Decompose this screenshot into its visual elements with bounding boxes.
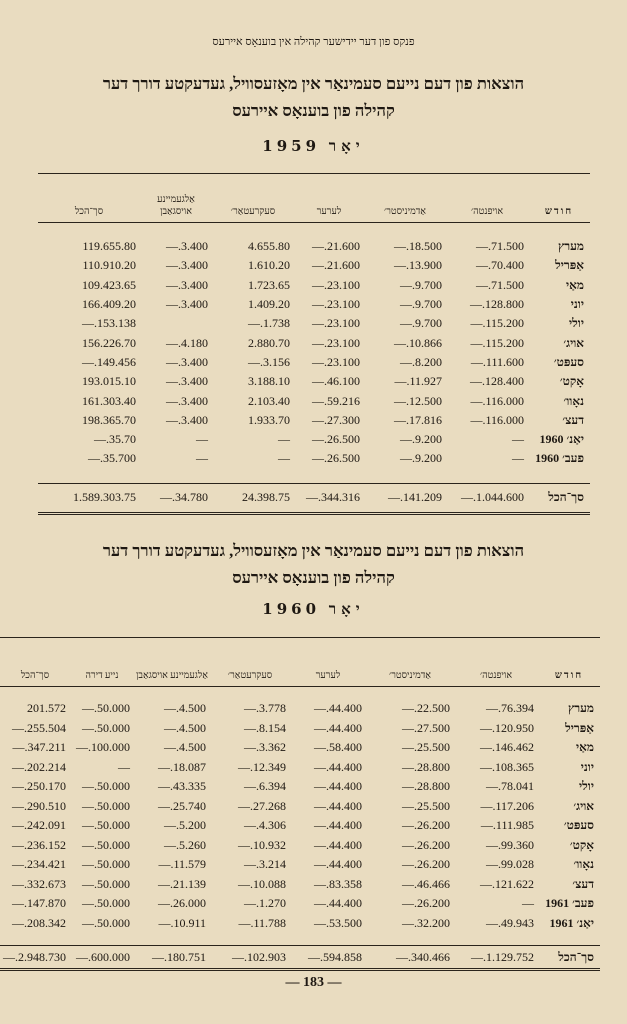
table-row [0, 855, 600, 875]
table-cell: 202.214.— [12, 759, 66, 774]
table-cell: 110.910.20 [82, 258, 136, 273]
table-cell: 17.816.— [394, 412, 442, 427]
month-cell: יוני [570, 297, 584, 312]
table-cell: 50.000.— [82, 779, 130, 794]
table-cell: 50.000.— [82, 915, 130, 930]
table-row [38, 372, 590, 391]
table-cell: — [522, 896, 534, 911]
table-cell: 25.500.— [402, 798, 450, 813]
column-header: אויפנטה׳ [479, 671, 513, 681]
table-row [38, 391, 590, 410]
month-cell: דעצ׳ [562, 412, 584, 427]
table-cell: — [512, 451, 524, 466]
column-header: לערער [315, 671, 341, 681]
total-cell: 340.466.— [366, 946, 454, 970]
section-2-title-line-2: קהילה פון בוענאָס איירעס [232, 568, 395, 587]
table-row [38, 237, 590, 256]
table-cell: 50.000.— [82, 701, 130, 716]
table-cell: 3.214.— [244, 857, 286, 872]
table-cell: 1.933.70 [248, 412, 290, 427]
table-row [38, 295, 590, 314]
table-cell: 23.100.— [312, 277, 360, 292]
section-2-year [0, 600, 627, 619]
table-cell: 3.400.— [166, 393, 208, 408]
table-cell: 18.087.— [158, 759, 206, 774]
table-cell: 2.880.70 [248, 335, 290, 350]
table-cell: 10.911.— [158, 915, 206, 930]
table-row [0, 738, 600, 758]
table-cell: 156.226.70 [82, 335, 136, 350]
total-cell: 600.000.— [70, 946, 134, 970]
table-cell: 201.572 [27, 701, 66, 716]
year-word: יאָר [328, 139, 365, 155]
table-cell: — [196, 432, 208, 447]
table-cell [140, 314, 212, 333]
total-cell: 1.589.303.75 [38, 483, 140, 513]
total-cell: 594.858.— [290, 946, 366, 970]
table-cell: 26.200.— [402, 857, 450, 872]
month-cell: נאָוו׳ [563, 393, 584, 408]
table-cell: 193.015.10 [82, 374, 136, 389]
table-cell: — [278, 432, 290, 447]
month-cell: יולי [579, 779, 594, 794]
month-cell: נאָוו׳ [573, 857, 594, 872]
table-cell: 50.000.— [82, 896, 130, 911]
table-cell: 23.100.— [312, 354, 360, 369]
year-number: 1960 [262, 600, 321, 618]
table-cell: 153.138.— [82, 316, 136, 331]
month-cell: סעפּט׳ [563, 818, 594, 833]
table-cell: 44.400.— [314, 720, 362, 735]
table-cell: 147.870.— [12, 896, 66, 911]
table-cell: 255.504.— [12, 720, 66, 735]
table-cell: 3.778.— [244, 701, 286, 716]
table-cell: 70.400.— [476, 258, 524, 273]
table-cell: 9.700.— [400, 297, 442, 312]
table-cell: 46.100.— [312, 374, 360, 389]
expenses-table-1960 [0, 637, 600, 971]
section-1-year [0, 137, 627, 156]
total-cell: 1.129.752.— [454, 946, 538, 970]
table-cell: 250.170.— [12, 779, 66, 794]
table-cell: 1.738.— [248, 316, 290, 331]
section-1-title [30, 70, 597, 124]
table-row [38, 256, 590, 275]
table-cell: 161.303.40 [82, 393, 136, 408]
table-cell: 242.091.— [12, 818, 66, 833]
table-row [0, 836, 600, 856]
table-cell: 28.800.— [402, 759, 450, 774]
table-cell: 9.200.— [400, 432, 442, 447]
table-cell: 44.400.— [314, 837, 362, 852]
table-cell: 26.200.— [402, 896, 450, 911]
table-cell: 71.500.— [476, 239, 524, 254]
table-cell: 50.000.— [82, 876, 130, 891]
table-row [0, 816, 600, 836]
table-cell: 6.394.— [244, 779, 286, 794]
table-row [0, 894, 600, 914]
table-cell: 22.500.— [402, 701, 450, 716]
table-cell: 120.950.— [480, 720, 534, 735]
table-cell: 21.139.— [158, 876, 206, 891]
column-header: חודש [554, 670, 584, 681]
table-cell: 4.180.— [166, 335, 208, 350]
column-header: סך־הכל [74, 207, 104, 217]
table-row [38, 411, 590, 430]
year-number: 1959 [262, 137, 321, 155]
table-cell: 50.000.— [82, 837, 130, 852]
total-cell: 34.780.— [140, 483, 212, 513]
table-cell: 46.466.— [402, 876, 450, 891]
table-cell: 290.510.— [12, 798, 66, 813]
month-cell: אויג׳ [563, 335, 584, 350]
table-row [38, 314, 590, 333]
table-cell: 3.188.10 [248, 374, 290, 389]
table-cell: 76.394.— [486, 701, 534, 716]
table-cell: 4.500.— [164, 740, 206, 755]
total-row [38, 483, 590, 513]
table-cell: 3.400.— [166, 297, 208, 312]
total-label: סך־הכל [528, 483, 590, 513]
table-cell: 11.579.— [158, 857, 206, 872]
month-cell: אָקט׳ [569, 837, 594, 852]
table-cell: 116.000.— [470, 393, 524, 408]
total-cell: 344.316.— [294, 483, 364, 513]
month-cell: סעפּט׳ [553, 354, 584, 369]
table-cell: 3.400.— [166, 412, 208, 427]
table-cell: 49.943.— [486, 915, 534, 930]
month-cell: אָקט׳ [559, 374, 584, 389]
month-cell: יוני [580, 759, 594, 774]
section-2-title-line-1: הוצאות פון דעם נייעם סעמינאַר אין מאָזעסוויל, געדעקטע דורך דער [102, 541, 525, 560]
table-cell: 11.788.— [238, 915, 286, 930]
month-cell: מערץ [567, 701, 594, 716]
table-cell: 4.500.— [164, 701, 206, 716]
table-cell: 3.362.— [244, 740, 286, 755]
total-cell: 24.398.75 [212, 483, 294, 513]
table-cell: 26.200.— [402, 818, 450, 833]
total-cell: 102.903.— [210, 946, 290, 970]
column-header: אַדמיניסטר׳ [384, 207, 426, 217]
table-cell: 3.400.— [166, 354, 208, 369]
table-cell: 10.088.— [238, 876, 286, 891]
table-cell: 115.200.— [470, 316, 524, 331]
table-cell: 236.152.— [12, 837, 66, 852]
table-cell: — [278, 451, 290, 466]
table-cell: 21.600.— [312, 258, 360, 273]
year-word: יאָר [328, 602, 365, 618]
table-cell: 25.740.— [158, 798, 206, 813]
month-cell: אַפּריל [565, 720, 594, 735]
table-cell: 44.400.— [314, 701, 362, 716]
table-cell: 58.400.— [314, 740, 362, 755]
table-cell: 1.409.20 [248, 297, 290, 312]
total-row [0, 946, 600, 970]
section-1-title-line-2: קהילה פון בוענאָס איירעס [232, 101, 395, 120]
table-cell: 99.360.— [486, 837, 534, 852]
table-cell: 100.000.— [76, 740, 130, 755]
table-cell: 35.70.— [94, 432, 136, 447]
table-cell: 208.342.— [12, 915, 66, 930]
table-cell: 13.900.— [394, 258, 442, 273]
table-cell: 3.400.— [166, 374, 208, 389]
table-cell: 44.400.— [314, 818, 362, 833]
column-header: אַלגעמיינע אויסגאַבן [136, 671, 208, 681]
table-row [0, 758, 600, 778]
table-row [0, 777, 600, 797]
table-cell: 5.200.— [164, 818, 206, 833]
table-cell: 32.200.— [402, 915, 450, 930]
table-cell: 50.000.— [82, 720, 130, 735]
table-cell: 44.400.— [314, 857, 362, 872]
table-cell: — [512, 432, 524, 447]
table-cell: 3.156.— [248, 354, 290, 369]
table-cell: 78.041.— [486, 779, 534, 794]
table-cell: 18.500.— [394, 239, 442, 254]
total-cell: 2.948.730.— [0, 946, 70, 970]
table-cell: 3.400.— [166, 277, 208, 292]
table-cell: 27.300.— [312, 412, 360, 427]
table-cell: 59.216.— [312, 393, 360, 408]
table-cell: 25.500.— [402, 740, 450, 755]
table-cell: 128.400.— [470, 374, 524, 389]
table-cell: 50.000.— [82, 857, 130, 872]
section-2-title [30, 537, 597, 591]
table-cell: 26.000.— [158, 896, 206, 911]
table-cell: 8.200.— [400, 354, 442, 369]
table-cell: 4.306.— [244, 818, 286, 833]
table-cell: 9.200.— [400, 451, 442, 466]
total-cell: 1.044.600.— [446, 483, 528, 513]
table-cell: 4.500.— [164, 720, 206, 735]
table-cell: 121.622.— [480, 876, 534, 891]
table-row [38, 430, 590, 449]
month-cell: מאַי [576, 740, 594, 755]
table-row [0, 914, 600, 934]
table-cell: 1.270.— [244, 896, 286, 911]
table-row [38, 333, 590, 352]
column-header: אַלגעמיינע אויסגאַבן [157, 195, 195, 217]
column-header: אַדמיניסטר׳ [389, 671, 431, 681]
month-cell: מערץ [557, 239, 584, 254]
expenses-table-1959 [38, 173, 590, 515]
table-row [0, 699, 600, 719]
month-cell: מאַי [566, 277, 584, 292]
table-cell: 27.500.— [402, 720, 450, 735]
table-cell: 44.400.— [314, 896, 362, 911]
column-header: סעקרעטאַר׳ [230, 207, 276, 217]
table-cell: 1.610.20 [248, 258, 290, 273]
table-cell: 50.000.— [82, 818, 130, 833]
month-cell: יאַנ׳ 1960 [539, 432, 584, 447]
table-cell: 26.500.— [312, 432, 360, 447]
column-header: נייע דירה [85, 671, 119, 681]
month-cell: פעב׳ 1960 [535, 451, 584, 466]
table-cell: 119.655.80 [82, 239, 136, 254]
table-cell: 9.700.— [400, 316, 442, 331]
table-row [0, 875, 600, 895]
table-cell: 116.000.— [470, 412, 524, 427]
month-cell: יולי [569, 316, 584, 331]
table-row [0, 719, 600, 739]
table-cell: 332.673.— [12, 876, 66, 891]
table-cell: 23.100.— [312, 316, 360, 331]
table-cell: 1.723.65 [248, 277, 290, 292]
table-cell: 3.400.— [166, 258, 208, 273]
table-row [38, 449, 590, 468]
table-cell: 198.365.70 [82, 412, 136, 427]
column-header: חודש [544, 206, 574, 217]
table-cell: 111.600.— [470, 354, 524, 369]
table-cell: 10.866.— [394, 335, 442, 350]
table-cell: — [118, 759, 130, 774]
table-cell: 128.800.— [470, 297, 524, 312]
table-cell: 71.500.— [476, 277, 524, 292]
table-cell: 10.932.— [238, 837, 286, 852]
table-cell: 109.423.65 [82, 277, 136, 292]
table-cell: 166.409.20 [82, 297, 136, 312]
table-cell: 28.800.— [402, 779, 450, 794]
total-cell: 141.209.— [364, 483, 446, 513]
table-cell: 83.358.— [314, 876, 362, 891]
table-cell: 115.200.— [470, 335, 524, 350]
total-cell: 180.751.— [134, 946, 210, 970]
table-row [0, 797, 600, 817]
table-cell: 146.462.— [480, 740, 534, 755]
table-cell: 43.335.— [158, 779, 206, 794]
column-header: אויפנטה׳ [470, 207, 504, 217]
table-cell: 2.103.40 [248, 393, 290, 408]
table-cell: 44.400.— [314, 779, 362, 794]
total-label: סך־הכל [538, 946, 600, 970]
table-cell: 4.655.80 [248, 239, 290, 254]
page-number: — 183 — [285, 975, 342, 990]
column-header: לערער [316, 207, 342, 217]
table-cell: 3.400.— [166, 239, 208, 254]
table-cell: 21.600.— [312, 239, 360, 254]
table-cell: 99.028.— [486, 857, 534, 872]
table-cell: 23.100.— [312, 297, 360, 312]
running-head: פנקס פון דער יידישער קהילה אין בוענאָס איירעס [212, 36, 415, 48]
month-cell: אויג׳ [573, 798, 594, 813]
table-cell: 149.456.— [82, 354, 136, 369]
table-cell: 111.985.— [480, 818, 534, 833]
table-cell: 50.000.— [82, 798, 130, 813]
section-1-title-line-1: הוצאות פון דעם נייעם סעמינאַר אין מאָזעסוויל, געדעקטע דורך דער [102, 74, 525, 93]
table-cell: 5.260.— [164, 837, 206, 852]
table-cell: 9.700.— [400, 277, 442, 292]
table-row [38, 353, 590, 372]
table-cell: 12.349.— [238, 759, 286, 774]
month-cell: דעצ׳ [572, 876, 594, 891]
month-cell: אַפּריל [555, 258, 584, 273]
column-header: סעקרעטאַר׳ [227, 671, 273, 681]
table-cell: 117.206.— [480, 798, 534, 813]
table-row [38, 276, 590, 295]
table-cell: 12.500.— [394, 393, 442, 408]
table-cell: 347.211.— [12, 740, 66, 755]
table-cell: 44.400.— [314, 759, 362, 774]
table-cell: 53.500.— [314, 915, 362, 930]
table-cell: 27.268.— [238, 798, 286, 813]
month-cell: יאַנ׳ 1961 [549, 915, 594, 930]
table-cell: — [196, 451, 208, 466]
month-cell: פעב׳ 1961 [545, 896, 594, 911]
table-cell: 26.200.— [402, 837, 450, 852]
table-cell: 108.365.— [480, 759, 534, 774]
table-cell: 234.421.— [12, 857, 66, 872]
table-cell: 26.500.— [312, 451, 360, 466]
table-cell: 8.154.— [244, 720, 286, 735]
table-cell: 35.700.— [88, 451, 136, 466]
table-cell: 11.927.— [394, 374, 442, 389]
table-cell: 23.100.— [312, 335, 360, 350]
table-cell: 44.400.— [314, 798, 362, 813]
column-header: סך־הכל [20, 671, 50, 681]
